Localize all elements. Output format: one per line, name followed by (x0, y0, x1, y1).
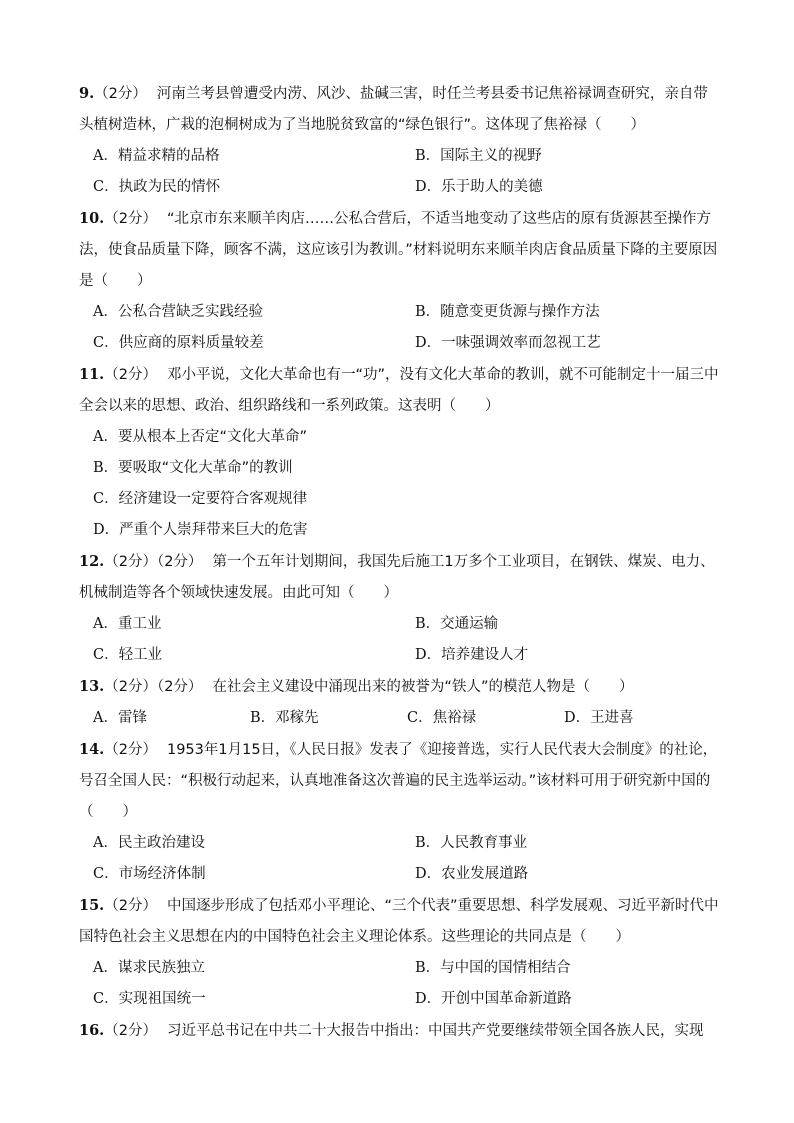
options (79, 609, 719, 671)
question-text: 在社会主义建设中涌现出来的被誉为“铁人”的模范人物是（ ） (212, 679, 634, 695)
question-stem (79, 890, 719, 953)
question-score: （2分）（2分） (104, 679, 203, 695)
option-a[interactable]: A．谋求民族独立 (93, 960, 205, 976)
question-score: （2分） (104, 898, 157, 914)
option-a[interactable]: A．要从根本上否定“文化大革命” (93, 429, 308, 445)
question-16 (79, 1015, 719, 1047)
question-15 (79, 890, 719, 1015)
question-score: （2分） (104, 742, 157, 758)
option-a[interactable]: A．雷锋 (93, 710, 147, 726)
option-b[interactable]: B．要吸取“文化大革命”的教训 (93, 460, 293, 476)
option-a[interactable]: A．民主政治建设 (93, 835, 205, 851)
question-stem (79, 78, 719, 141)
question-number: 12. (79, 553, 105, 570)
question-text: 中国逐步形成了包括邓小平理论、“三个代表”重要思想、科学发展观、习近平新时代中国特色社会主义思想在内的中国特色社会主义理论体系。这些理论的共同点是（ ） (79, 898, 719, 945)
options (79, 828, 719, 890)
options (79, 422, 719, 546)
question-score: （2分） (104, 211, 157, 227)
question-text: 邓小平说，文化大革命也有一“功”，没有文化大革命的教训，就不可能制定十一届三中全会以来的思想、政治、组织路线和一系列政策。这表明（ ） (79, 367, 719, 414)
option-c[interactable]: C．供应商的原料质量较差 (93, 335, 264, 351)
question-stem (79, 671, 719, 703)
question-number: 16. (79, 1022, 105, 1039)
option-c[interactable]: C．市场经济体制 (93, 866, 206, 882)
option-a[interactable]: A．公私合营缺乏实践经验 (93, 304, 263, 320)
question-stem (79, 734, 719, 828)
question-14 (79, 734, 719, 890)
options (79, 953, 719, 1015)
question-text: 习近平总书记在中共二十大报告中指出：中国共产党要继续带领全国各族人民，实现 (166, 1023, 704, 1039)
option-c[interactable]: C．实现祖国统一 (93, 991, 206, 1007)
option-c[interactable]: C．轻工业 (93, 647, 163, 663)
question-13 (79, 671, 719, 734)
question-text: 1953年1月15日，《人民日报》发表了《迎接普选，实行人民代表大会制度》的社论，号召全国人民：“积极行动起来，认真地准备这次普遍的民主选举运动。”该材料可用于研究新中国的（ ） (79, 742, 718, 820)
option-d[interactable]: D．农业发展道路 (415, 866, 529, 882)
question-number: 11. (79, 366, 105, 383)
options (79, 297, 719, 359)
option-d[interactable]: D．王进喜 (564, 710, 634, 726)
options (79, 141, 719, 203)
option-c[interactable]: C．焦裕禄 (407, 710, 477, 726)
question-number: 15. (79, 897, 105, 914)
option-a[interactable]: A．重工业 (93, 616, 162, 632)
option-d[interactable]: D．乐于助人的美德 (415, 179, 543, 195)
question-number: 13. (79, 678, 105, 695)
question-10 (79, 203, 719, 359)
question-number: 9. (79, 85, 95, 102)
question-text: 第一个五年计划期间，我国先后施工1万多个工业项目，在钢铁、煤炭、电力、机械制造等各个领域快速发展。由此可知（ ） (79, 554, 715, 601)
option-b[interactable]: B．邓稼先 (250, 710, 319, 726)
option-b[interactable]: B．与中国的国情相结合 (415, 960, 571, 976)
option-b[interactable]: B．国际主义的视野 (415, 148, 542, 164)
question-12 (79, 546, 719, 671)
question-number: 10. (79, 210, 105, 227)
question-stem (79, 546, 719, 609)
question-stem (79, 1015, 719, 1047)
question-number: 14. (79, 741, 105, 758)
question-stem (79, 203, 719, 297)
options (79, 703, 719, 734)
option-b[interactable]: B．交通运输 (415, 616, 499, 632)
option-a[interactable]: A．精益求精的品格 (93, 148, 220, 164)
option-d[interactable]: D．严重个人崇拜带来巨大的危害 (93, 522, 308, 538)
question-score: （2分） (104, 367, 157, 383)
option-c[interactable]: C．经济建设一定要符合客观规律 (93, 491, 308, 507)
option-b[interactable]: B．人民教育事业 (415, 835, 528, 851)
option-c[interactable]: C．执政为民的情怀 (93, 179, 221, 195)
option-d[interactable]: D．培养建设人才 (415, 647, 529, 663)
option-d[interactable]: D．开创中国革命新道路 (415, 991, 572, 1007)
question-text: “北京市东来顺羊肉店……公私合营后，不适当地变动了这些店的原有货源甚至操作方法，使食品质量下降，顾客不满，这应该引为教训。”材料说明东来顺羊肉店食品质量下降的主要原因是（ ） (79, 211, 718, 289)
question-11 (79, 359, 719, 546)
option-d[interactable]: D．一味强调效率而忽视工艺 (415, 335, 601, 351)
option-b[interactable]: B．随意变更货源与操作方法 (415, 304, 600, 320)
question-stem (79, 359, 719, 422)
question-score: （2分） (94, 86, 147, 102)
question-text: 河南兰考县曾遭受内涝、风沙、盐碱三害，时任兰考县委书记焦裕禄调查研究，亲自带头植树造林，广栽的泡桐树成为了当地脱贫致富的“绿色银行”。这体现了焦裕禄（ ） (79, 86, 708, 133)
question-9 (79, 78, 719, 203)
question-score: （2分） (104, 1023, 157, 1039)
question-score: （2分）（2分） (104, 554, 203, 570)
question-list (79, 78, 719, 1047)
